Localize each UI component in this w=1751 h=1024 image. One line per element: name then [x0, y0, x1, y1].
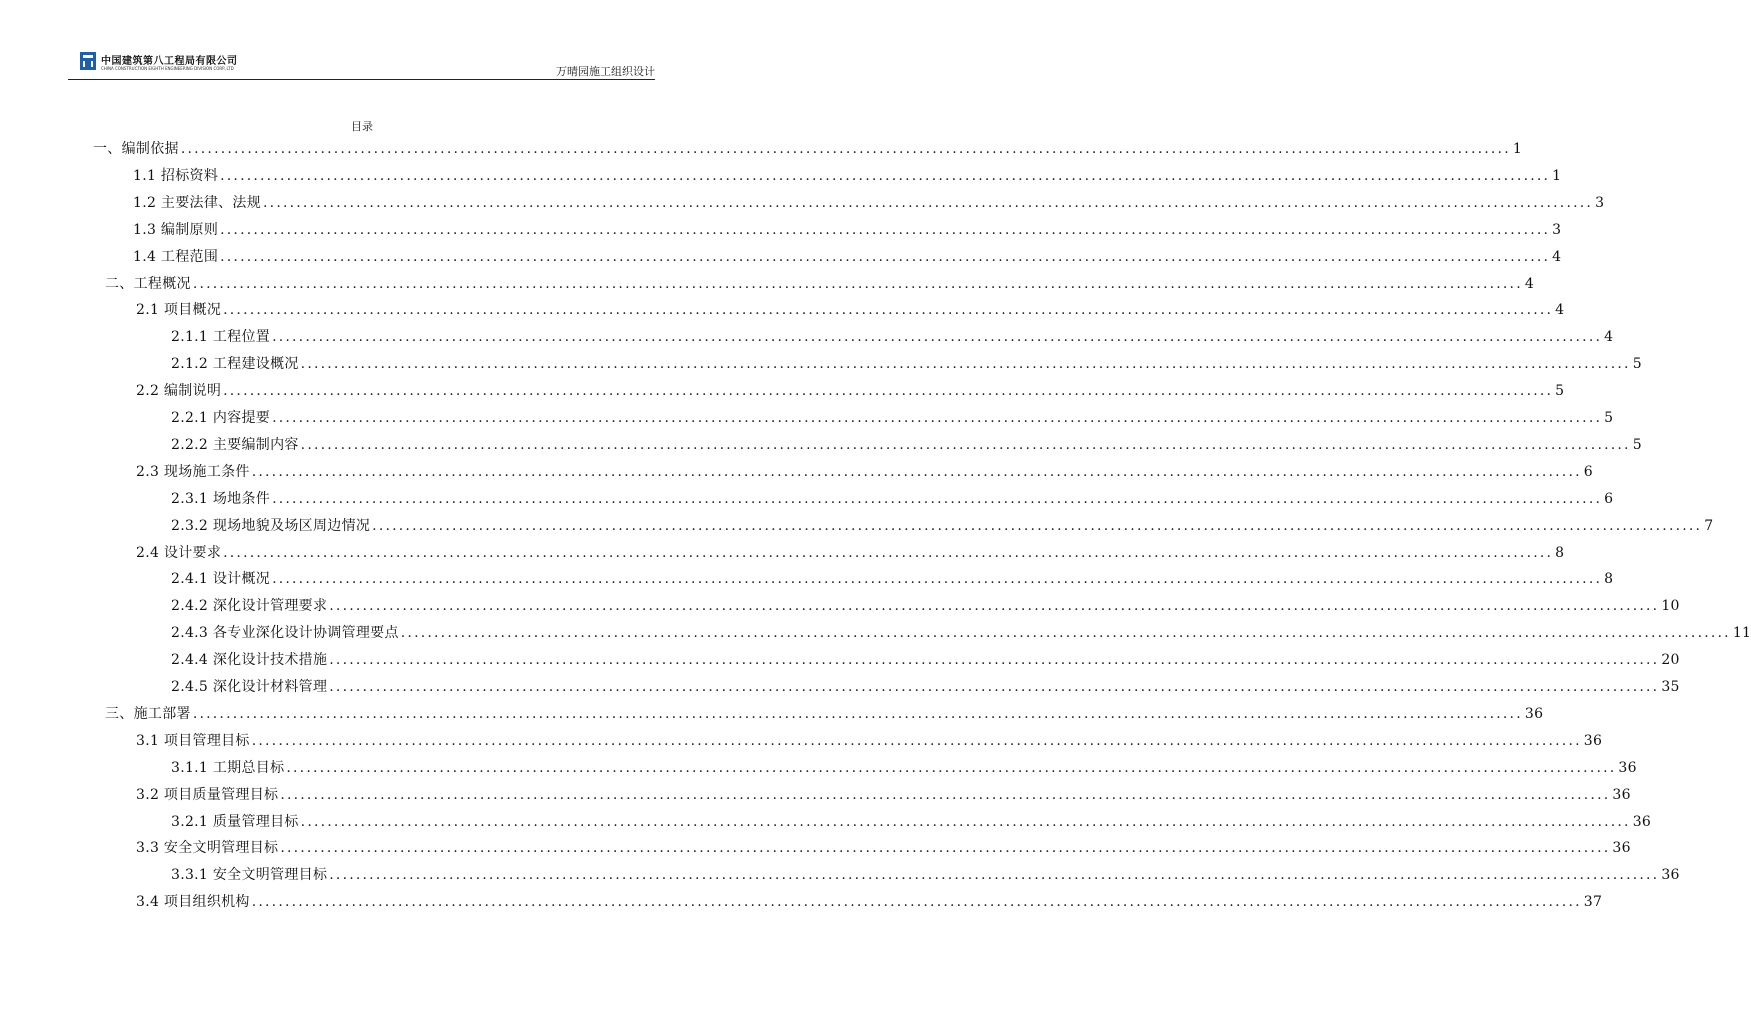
toc-entry-label: 3.2 项目质量管理目标	[136, 786, 279, 803]
company-logo-icon	[80, 52, 96, 70]
toc-entry-label: 三、施工部署	[105, 705, 191, 722]
toc-entry-page: 11	[1732, 625, 1751, 642]
toc-dot-leader: ........................................................................................................................................................................................................	[180, 141, 1511, 157]
toc-entry[interactable]	[171, 516, 1714, 536]
toc-dot-leader: ........................................................................................................................................................................................................	[192, 705, 1523, 722]
toc-dot-leader: ........................................................................................................................................................................................................	[300, 436, 1631, 453]
toc-entry-label: 二、工程概况	[105, 275, 191, 292]
company-name: 中国建筑第八工程局有限公司	[101, 56, 238, 67]
toc-entry-page: 6	[1583, 463, 1593, 480]
toc-entry[interactable]	[171, 623, 1751, 643]
toc-entry-label: 1.1 招标资料	[133, 167, 219, 184]
toc-entry-label: 2.1.2 工程建设概况	[171, 356, 299, 373]
toc-entry-page: 8	[1604, 571, 1614, 588]
toc-entry-label: 2.2.2 主要编制内容	[171, 436, 299, 453]
toc-dot-leader: ........................................................................................................................................................................................................	[280, 786, 1611, 803]
toc-entry[interactable]	[136, 785, 1631, 805]
toc-entry-label: 一、编制依据	[93, 141, 179, 157]
toc-entry[interactable]	[171, 435, 1642, 455]
toc-entry[interactable]	[171, 812, 1652, 832]
toc-entry-label: 1.3 编制原则	[133, 221, 219, 238]
toc-entry-page: 1	[1552, 167, 1562, 184]
toc-dot-leader: ........................................................................................................................................................................................................	[220, 221, 1551, 238]
toc-entry-page: 7	[1704, 517, 1714, 534]
toc-entry-label: 3.3 安全文明管理目标	[136, 840, 279, 857]
toc-entry[interactable]	[136, 462, 1593, 482]
toc-entry[interactable]	[136, 892, 1603, 912]
toc-entry-page: 4	[1604, 329, 1614, 346]
toc-entry-page: 5	[1632, 356, 1642, 373]
toc-entry-page: 4	[1524, 275, 1535, 292]
toc-entry-page: 5	[1555, 383, 1565, 400]
toc-dot-leader: ........................................................................................................................................................................................................	[300, 813, 1631, 830]
toc-entry-label: 2.4.1 设计概况	[171, 571, 271, 588]
toc-entry-label: 2.4.4 深化设计技术措施	[171, 652, 328, 669]
toc-dot-leader: ........................................................................................................................................................................................................	[223, 302, 1554, 319]
toc-dot-leader: ........................................................................................................................................................................................................	[223, 544, 1554, 561]
toc-entry-label: 2.3 现场施工条件	[136, 463, 250, 480]
toc-entry-label: 2.1.1 工程位置	[171, 329, 271, 346]
toc-entry[interactable]	[171, 758, 1637, 778]
toc-dot-leader: ........................................................................................................................................................................................................	[300, 356, 1631, 373]
toc-entry-page: 1	[1512, 141, 1523, 157]
toc-dot-leader: ........................................................................................................................................................................................................	[263, 194, 1594, 211]
toc-entry-label: 2.4.2 深化设计管理要求	[171, 598, 328, 615]
toc-entry[interactable]	[133, 193, 1605, 213]
toc-entry[interactable]	[133, 220, 1562, 240]
company-name-english: CHINA CONSTRUCTION EIGHTH ENGINEERING DIVISION CORP.,LTD	[101, 66, 234, 71]
toc-entry-label: 2.2.1 内容提要	[171, 410, 271, 426]
toc-entry-page: 3	[1552, 221, 1562, 238]
toc-entry-page: 4	[1552, 248, 1562, 265]
toc-dot-leader: ........................................................................................................................................................................................................	[251, 732, 1582, 749]
toc-entry[interactable]	[171, 569, 1614, 589]
toc-dot-leader: ........................................................................................................................................................................................................	[220, 248, 1551, 265]
toc-entry[interactable]	[171, 354, 1642, 374]
toc-dot-leader: ........................................................................................................................................................................................................	[192, 275, 1523, 292]
toc-entry-page: 20	[1661, 652, 1680, 669]
toc-entry-label: 2.2 编制说明	[136, 383, 222, 400]
toc-dot-leader: ........................................................................................................................................................................................................	[272, 410, 1603, 426]
toc-entry[interactable]	[136, 838, 1631, 858]
toc-entry-label: 3.2.1 质量管理目标	[171, 813, 299, 830]
toc-entry-page: 36	[1524, 705, 1544, 722]
toc-entry[interactable]	[171, 408, 1614, 428]
toc-entry-page: 36	[1618, 759, 1637, 776]
toc-dot-leader: ........................................................................................................................................................................................................	[251, 463, 1582, 480]
toc-dot-leader: ........................................................................................................................................................................................................	[329, 652, 1660, 669]
toc-entry-page: 10	[1661, 598, 1680, 615]
toc-entry-label: 1.4 工程范围	[133, 248, 219, 265]
toc-entry-page: 36	[1583, 732, 1603, 749]
toc-entry[interactable]	[171, 596, 1680, 616]
toc-dot-leader: ........................................................................................................................................................................................................	[286, 759, 1617, 776]
toc-dot-leader: ........................................................................................................................................................................................................	[220, 167, 1551, 184]
toc-heading: 目录	[351, 120, 373, 133]
toc-entry-label: 3.1 项目管理目标	[136, 732, 250, 749]
toc-entry[interactable]	[133, 247, 1562, 267]
toc-dot-leader: ........................................................................................................................................................................................................	[329, 679, 1660, 695]
toc-entry[interactable]	[136, 543, 1565, 563]
toc-dot-leader: ........................................................................................................................................................................................................	[280, 840, 1611, 857]
toc-dot-leader: ........................................................................................................................................................................................................	[329, 598, 1660, 615]
toc-dot-leader: ........................................................................................................................................................................................................	[272, 490, 1603, 507]
toc-entry[interactable]	[136, 381, 1565, 401]
toc-entry[interactable]	[93, 139, 1523, 159]
toc-entry-page: 6	[1604, 490, 1614, 507]
header-divider	[68, 79, 655, 80]
toc-entry-label: 3.3.1 安全文明管理目标	[171, 867, 328, 884]
toc-entry[interactable]	[171, 677, 1680, 697]
toc-entry[interactable]	[171, 865, 1680, 885]
toc-entry[interactable]	[105, 704, 1544, 724]
toc-entry-label: 2.4.3 各专业深化设计协调管理要点	[171, 625, 399, 642]
toc-entry[interactable]	[133, 166, 1562, 186]
toc-entry[interactable]	[136, 731, 1603, 751]
toc-entry-label: 2.4.5 深化设计材料管理	[171, 679, 328, 695]
toc-entry-page: 8	[1555, 544, 1565, 561]
toc-entry[interactable]	[136, 300, 1565, 320]
toc-entry-label: 1.2 主要法律、法规	[133, 194, 262, 211]
toc-dot-leader: ........................................................................................................................................................................................................	[372, 517, 1703, 534]
toc-dot-leader: ........................................................................................................................................................................................................	[272, 571, 1603, 588]
toc-entry-page: 5	[1632, 436, 1642, 453]
page-header	[0, 0, 724, 90]
toc-entry-page: 5	[1604, 410, 1614, 426]
toc-entry-page: 37	[1583, 894, 1603, 911]
toc-entry-label: 3.4 项目组织机构	[136, 894, 250, 911]
toc-dot-leader: ........................................................................................................................................................................................................	[329, 867, 1660, 884]
toc-entry-page: 36	[1632, 813, 1652, 830]
toc-entry-page: 36	[1661, 867, 1680, 884]
toc-entry-page: 35	[1661, 679, 1680, 695]
toc-entry-label: 2.3.2 现场地貌及场区周边情况	[171, 517, 371, 534]
toc-entry[interactable]	[105, 274, 1535, 294]
toc-entry-label: 2.1 项目概况	[136, 302, 222, 319]
toc-dot-leader: ........................................................................................................................................................................................................	[272, 329, 1603, 346]
toc-entry-page: 36	[1612, 786, 1631, 803]
toc-dot-leader: ........................................................................................................................................................................................................	[400, 625, 1731, 642]
toc-dot-leader: ........................................................................................................................................................................................................	[251, 894, 1582, 911]
document-title: 万晴园施工组织设计	[556, 65, 655, 78]
toc-entry[interactable]	[171, 650, 1680, 670]
toc-entry-page: 4	[1555, 302, 1565, 319]
toc-entry-label: 3.1.1 工期总目标	[171, 759, 285, 776]
toc-entry[interactable]	[171, 489, 1614, 509]
toc-entry-label: 2.3.1 场地条件	[171, 490, 271, 507]
toc-entry-page: 3	[1595, 194, 1605, 211]
toc-dot-leader: ........................................................................................................................................................................................................	[223, 383, 1554, 400]
toc-entry[interactable]	[171, 327, 1614, 347]
toc-entry-label: 2.4 设计要求	[136, 544, 222, 561]
toc-entry-page: 36	[1612, 840, 1631, 857]
